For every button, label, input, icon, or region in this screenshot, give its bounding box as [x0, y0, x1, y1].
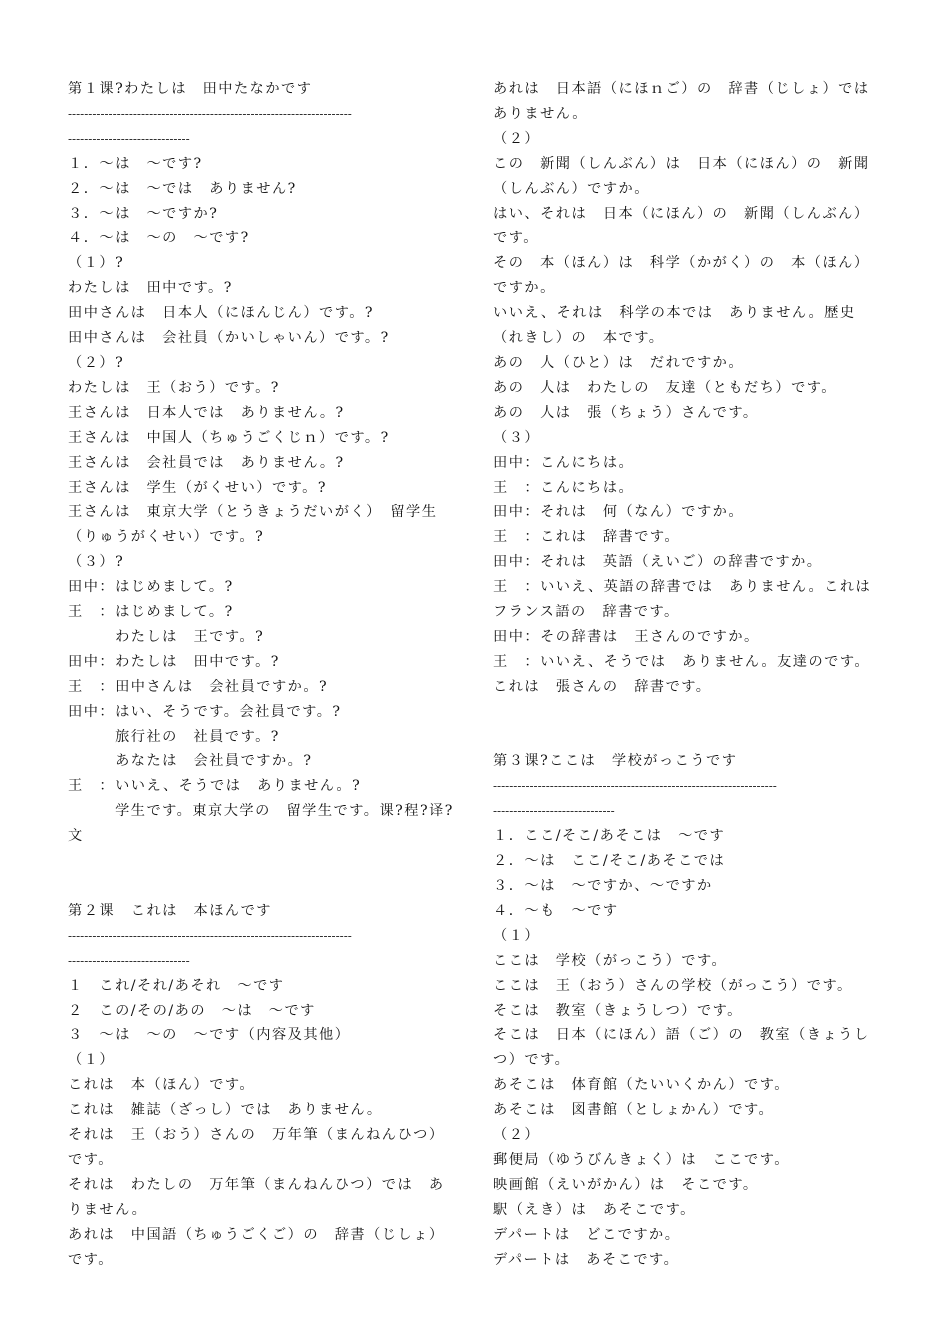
- text-line: （２）?: [68, 354, 125, 371]
- text-line: （３）: [493, 429, 541, 446]
- text-line: 王さんは 会社員では ありません。?: [68, 454, 345, 471]
- dashed-rule: ----------------------------------------------------------------------: [68, 928, 352, 943]
- text-line: 王 ：いいえ、そうでは ありません。?: [68, 778, 362, 795]
- text-line: あなたは 会社員ですか。?: [68, 753, 313, 770]
- text-line: 王さんは 東京大学（とうきょうだいがく） 留学生（りゅうがくせい）です。?: [68, 504, 438, 546]
- text-line: １．ここ/そこ/あそこは ～です: [493, 828, 726, 845]
- text-line: 田中：その辞書は 王さんのですか。: [493, 628, 760, 645]
- text-line: あれは 日本語（にほｎご）の 辞書（じしょ）では ありません。: [493, 81, 886, 122]
- text-line: これは 雑誌（ざっし）では ありません。: [68, 1102, 383, 1119]
- left-column: [68, 77, 460, 1272]
- text-line: デパートは あそこです。: [493, 1251, 680, 1268]
- text-line: 田中：はい、そうです。会社員です。?: [68, 703, 342, 720]
- text-line: ここは 王（おう）さんの学校（がっこう）です。: [493, 977, 853, 994]
- text-line: 王さんは 中国人（ちゅうごくじｎ）です。?: [68, 429, 390, 446]
- text-line: 王 ：こんにちは。: [493, 479, 635, 496]
- text-line: あの 人（ひと）は だれですか。: [493, 354, 745, 371]
- text-line: 旅行社の 社員です。?: [68, 728, 280, 745]
- text-line: 田中さんは 会社員（かいしゃいん）です。?: [68, 330, 390, 347]
- lesson-title: 第２课 これは 本ほんです: [68, 902, 272, 919]
- text-line: デパートは どこですか。: [493, 1226, 681, 1243]
- text-line: それは わたしの 万年筆（まんねんひつ）では ありません。: [68, 1176, 445, 1218]
- text-line: あそこは 体育館（たいいくかん）です。: [493, 1077, 790, 1094]
- section-gap: [493, 700, 885, 750]
- text-line: １．～は ～です?: [68, 155, 203, 172]
- text-line: そこは 教室（きょうしつ）です。: [493, 1002, 743, 1019]
- text-line: （３）?: [68, 554, 125, 571]
- text-line: ここは 学校（がっこう）です。: [493, 952, 728, 969]
- text-line: （２）: [493, 130, 541, 147]
- text-line: 田中さんは 日本人（にほんじん）です。?: [68, 305, 375, 322]
- text-line: わたしは 王です。?: [68, 628, 265, 645]
- text-line: 王 ：いいえ、そうでは ありません。友達のです。これは 張さんの 辞書です。: [493, 653, 871, 695]
- text-line: ４．～は ～の ～です?: [68, 230, 250, 247]
- text-line: あれは 中国語（ちゅうごくご）の 辞書（じしょ）です。: [68, 1226, 445, 1268]
- text-line: 駅（えき）は あそこです。: [493, 1201, 696, 1218]
- text-line: （１）: [68, 1052, 116, 1069]
- text-line: わたしは 王（おう）です。?: [68, 379, 280, 396]
- text-line: 田中：はじめまして。?: [68, 579, 234, 596]
- text-line: あそこは 図書館（としょかん）です。: [493, 1102, 775, 1119]
- text-line: 王 ：田中さんは 会社員ですか。?: [68, 678, 329, 695]
- text-line: ２．～は ～では ありません?: [68, 180, 297, 197]
- text-line: これは 本（ほん）です。: [68, 1077, 256, 1094]
- text-line: ２．～は ここ/そこ/あそこでは: [493, 853, 726, 870]
- section-gap: [68, 849, 460, 899]
- text-line: 王 ：いいえ、英語の辞書では ありません。これは フランス語の 辞書です。: [493, 579, 887, 621]
- text-line: （２）: [493, 1127, 541, 1144]
- text-line: 学生です。東京大学の 留学生です。课?程?译?文: [68, 803, 454, 845]
- text-line: わたしは 田中です。?: [68, 280, 233, 297]
- text-line: ４．～も ～です: [493, 902, 619, 919]
- lesson-title: 第３课?ここは 学校がっこうです: [493, 753, 738, 770]
- text-line: 田中：こんにちは。: [493, 454, 635, 471]
- text-line: １ これ/それ/あそれ ～です: [68, 977, 285, 994]
- text-line: この 新聞（しんぶん）は 日本（にほん）の 新聞（しんぶん）ですか。: [493, 155, 870, 197]
- text-line: （１）: [493, 927, 541, 944]
- dashed-rule: ------------------------------: [68, 953, 190, 968]
- right-column: [493, 77, 885, 1272]
- text-line: そこは 日本（にほん）語（ご）の 教室（きょうしつ）です。: [493, 1027, 870, 1069]
- text-line: 郵便局（ゆうびんきょく）は ここです。: [493, 1151, 790, 1168]
- text-line: 田中：わたしは 田中です。?: [68, 653, 280, 670]
- text-line: あの 人は 張（ちょう）さんです。: [493, 404, 759, 421]
- text-line: ３．～は ～ですか、～ですか: [493, 877, 713, 894]
- text-line: 田中：それは 何（なん）ですか。: [493, 504, 745, 521]
- text-line: いいえ、それは 科学の本では ありません。歴史（れきし）の 本です。: [493, 305, 856, 347]
- dashed-rule: ------------------------------: [68, 131, 190, 146]
- text-line: 田中：それは 英語（えいご）の辞書ですか。: [493, 554, 823, 571]
- text-line: 映画館（えいがかん）は そこです。: [493, 1176, 759, 1193]
- dashed-rule: ------------------------------: [493, 804, 615, 819]
- text-line: それは 王（おう）さんの 万年筆（まんねんひつ）です。: [68, 1127, 445, 1168]
- text-line: （１）?: [68, 255, 125, 272]
- text-line: 王さんは 学生（がくせい）です。?: [68, 479, 327, 496]
- text-line: はい、それは 日本（にほん）の 新聞（しんぶん）です。: [493, 205, 870, 247]
- text-line: あの 人は わたしの 友達（ともだち）です。: [493, 379, 837, 396]
- text-line: ２ この/その/あの ～は ～です: [68, 1002, 316, 1019]
- dashed-rule: ----------------------------------------------------------------------: [68, 106, 352, 121]
- text-line: ３ ～は ～の ～です（内容及其他）: [68, 1027, 351, 1044]
- text-line: 王 ：はじめまして。?: [68, 604, 234, 621]
- text-line: 王さんは 日本人では ありません。?: [68, 404, 345, 421]
- lesson-title: 第１课?わたしは 田中たなかです: [68, 81, 313, 97]
- text-line: 王 ：これは 辞書です。: [493, 529, 681, 546]
- dashed-rule: ----------------------------------------------------------------------: [493, 779, 777, 794]
- text-line: その 本（ほん）は 科学（かがく）の 本（ほん）ですか。: [493, 255, 870, 297]
- text-line: ３．～は ～ですか?: [68, 205, 219, 222]
